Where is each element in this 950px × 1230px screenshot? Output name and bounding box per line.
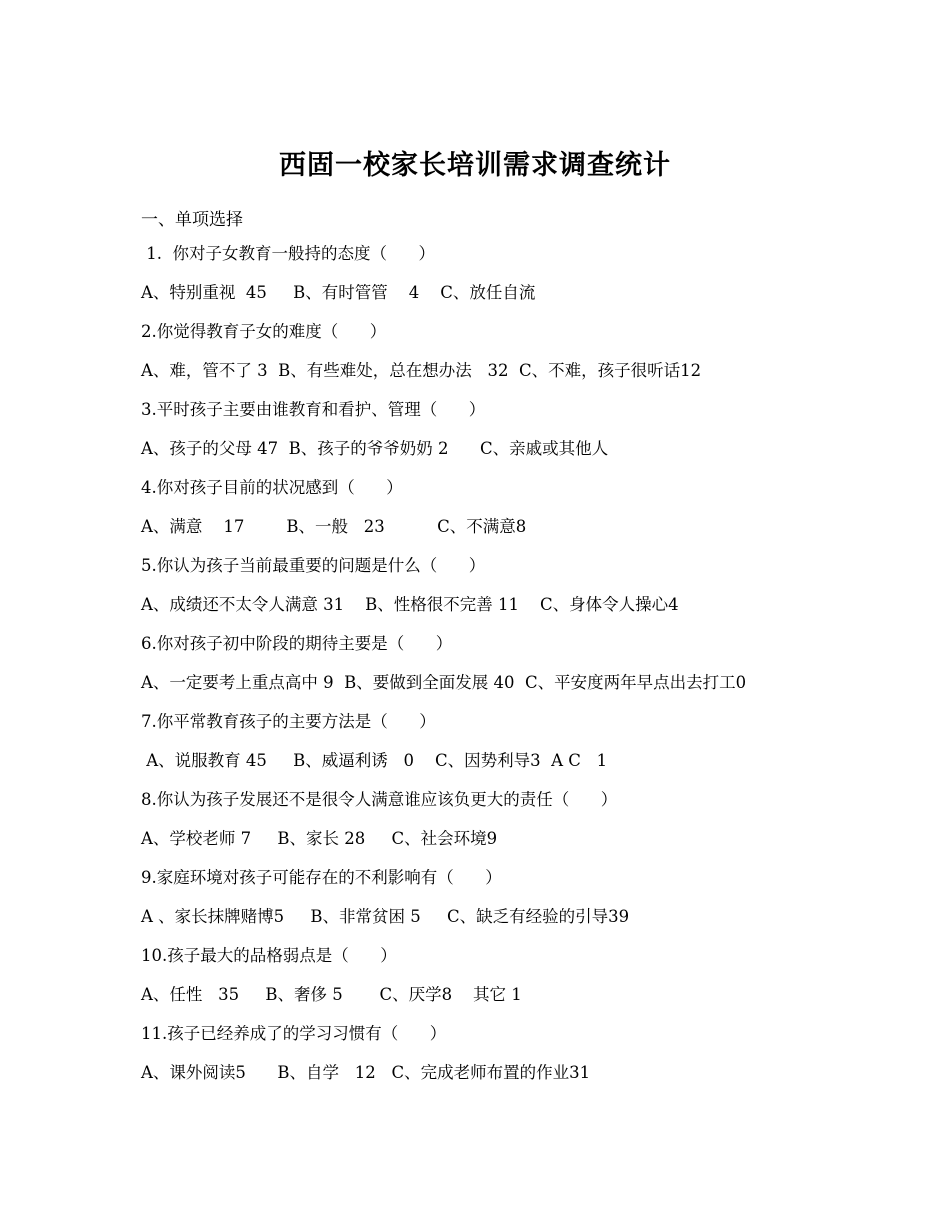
answer-6: A、一定要考上重点高中 9 B、要做到全面发展 40 C、平安度两年早点出去打工0 bbox=[141, 673, 747, 692]
question-5: 5.你认为孩子当前最重要的问题是什么（ ） bbox=[141, 556, 486, 575]
question-7: 7.你平常教育孩子的主要方法是（ ） bbox=[141, 712, 436, 731]
question-2: 2.你觉得教育子女的难度（ ） bbox=[141, 322, 387, 341]
question-3: 3.平时孩子主要由谁教育和看护、管理（ ） bbox=[141, 400, 486, 419]
answer-1: A、特别重视 45 B、有时管管 4 C、放任自流 bbox=[141, 283, 536, 302]
question-6: 6.你对孩子初中阶段的期待主要是（ ） bbox=[141, 634, 453, 653]
question-4: 4.你对孩子目前的状况感到（ ） bbox=[141, 478, 403, 497]
document-title: 西固一校家长培训需求调查统计 bbox=[279, 150, 671, 181]
answer-9: A 、家长抹牌赌博5 B、非常贫困 5 C、缺乏有经验的引导39 bbox=[141, 907, 630, 926]
question-8: 8.你认为孩子发展还不是很令人满意谁应该负更大的责任（ ） bbox=[141, 790, 618, 809]
answer-11: A、课外阅读5 B、自学 12 C、完成老师布置的作业31 bbox=[141, 1063, 591, 1082]
section-heading: 一、单项选择 bbox=[141, 210, 243, 230]
question-10: 10.孩子最大的品格弱点是（ ） bbox=[141, 946, 397, 965]
question-11: 11.孩子已经养成了的学习习惯有（ ） bbox=[141, 1024, 447, 1043]
answer-7: A、说服教育 45 B、威逼利诱 0 C、因势利导3 A C 1 bbox=[141, 751, 608, 770]
answer-3: A、孩子的父母 47 B、孩子的爷爷奶奶 2 C、亲戚或其他人 bbox=[141, 439, 609, 458]
question-9: 9.家庭环境对孩子可能存在的不利影响有（ ） bbox=[141, 868, 502, 887]
answer-10: A、任性 35 B、奢侈 5 C、厌学8 其它 1 bbox=[141, 985, 522, 1004]
answer-8: A、学校老师 7 B、家长 28 C、社会环境9 bbox=[141, 829, 498, 848]
question-list bbox=[141, 244, 861, 1102]
answer-2: A、难，管不了 3 B、有些难处，总在想办法 32 C、不难，孩子很听话12 bbox=[141, 361, 702, 380]
answer-5: A、成绩还不太令人满意 31 B、性格很不完善 11 C、身体令人操心4 bbox=[141, 595, 679, 614]
answer-4: A、满意 17 B、一般 23 C、不满意8 bbox=[141, 517, 527, 536]
question-1: 1. 你对子女教育一般持的态度（ ） bbox=[141, 244, 435, 263]
